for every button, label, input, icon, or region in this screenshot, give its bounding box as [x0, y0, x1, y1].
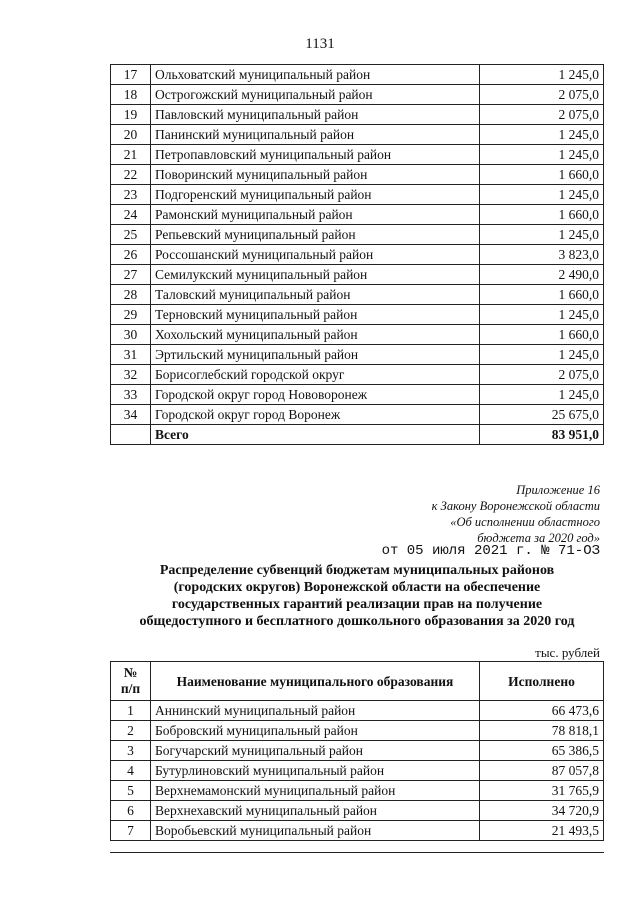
- appendix-law-title-2: бюджета за 2020 год»: [477, 531, 600, 545]
- units-label: тыс. рублей: [535, 645, 600, 660]
- row-number: 19: [111, 105, 151, 125]
- total-row: [111, 425, 604, 445]
- table-row: [111, 385, 604, 405]
- row-number: 4: [111, 761, 151, 781]
- table-row: [111, 205, 604, 225]
- row-number: 26: [111, 245, 151, 265]
- table-row: [111, 345, 604, 365]
- municipality-name: Терновский муниципальный район: [151, 305, 480, 325]
- row-number: 18: [111, 85, 151, 105]
- row-value: 1 245,0: [480, 65, 604, 85]
- table-row: [111, 781, 604, 801]
- header-number-line2: п/п: [120, 681, 141, 696]
- table-row: [111, 405, 604, 425]
- bottom-divider: [110, 852, 604, 853]
- row-number: 30: [111, 325, 151, 345]
- municipality-name: Верхнемамонский муниципальный район: [151, 781, 480, 801]
- row-number: 6: [111, 801, 151, 821]
- row-number: 27: [111, 265, 151, 285]
- header-value: Исполнено: [480, 662, 604, 701]
- table-row: [111, 105, 604, 125]
- row-value: 31 765,9: [480, 781, 604, 801]
- row-value: 1 245,0: [480, 185, 604, 205]
- row-number: 1: [111, 701, 151, 721]
- row-number: 20: [111, 125, 151, 145]
- table-row: [111, 821, 604, 841]
- municipality-name: Острогожский муниципальный район: [151, 85, 480, 105]
- table2-body: [111, 701, 604, 841]
- row-value: 1 245,0: [480, 125, 604, 145]
- municipality-name: Эртильский муниципальный район: [151, 345, 480, 365]
- row-value: 1 245,0: [480, 145, 604, 165]
- row-number: 17: [111, 65, 151, 85]
- row-value: 25 675,0: [480, 405, 604, 425]
- municipality-name: Городской округ город Нововоронеж: [151, 385, 480, 405]
- row-number: 21: [111, 145, 151, 165]
- row-value: 3 823,0: [480, 245, 604, 265]
- row-value: 1 660,0: [480, 165, 604, 185]
- municipality-name: Бутурлиновский муниципальный район: [151, 761, 480, 781]
- table-row: [111, 165, 604, 185]
- municipality-name: Аннинский муниципальный район: [151, 701, 480, 721]
- row-value: 66 473,6: [480, 701, 604, 721]
- municipality-name: Таловский муниципальный район: [151, 285, 480, 305]
- municipality-name: Воробьевский муниципальный район: [151, 821, 480, 841]
- row-value: 1 245,0: [480, 345, 604, 365]
- table-row: [111, 225, 604, 245]
- table-row: [111, 145, 604, 165]
- row-number: 5: [111, 781, 151, 801]
- municipality-name: Панинский муниципальный район: [151, 125, 480, 145]
- row-number: 28: [111, 285, 151, 305]
- table-row: [111, 365, 604, 385]
- law-date-number: от 05 июля 2021 г. № 71-ОЗ: [381, 543, 600, 559]
- appendix-number: Приложение 16: [516, 483, 600, 497]
- municipality-name: Ольховатский муниципальный район: [151, 65, 480, 85]
- table-row: [111, 85, 604, 105]
- table-row: [111, 721, 604, 741]
- title-line: общедоступного и бесплатного дошкольного образования за 2020 год: [139, 614, 575, 629]
- row-value: 34 720,9: [480, 801, 604, 821]
- title-line: (городских округов) Воронежской области на обеспечение: [173, 580, 541, 595]
- municipality-name: Павловский муниципальный район: [151, 105, 480, 125]
- subventions-table-continued: [110, 64, 604, 445]
- row-value: 1 245,0: [480, 305, 604, 325]
- appendix-law: к Закону Воронежской области: [431, 499, 600, 513]
- row-value: 2 075,0: [480, 85, 604, 105]
- row-value: 1 660,0: [480, 325, 604, 345]
- table-header-row: [111, 662, 604, 701]
- table-row: [111, 185, 604, 205]
- municipality-name: Рамонский муниципальный район: [151, 205, 480, 225]
- appendix-law-title-1: «Об исполнении областного: [450, 515, 600, 529]
- table-row: [111, 741, 604, 761]
- row-value: 1 660,0: [480, 285, 604, 305]
- row-value: 78 818,1: [480, 721, 604, 741]
- row-number: 7: [111, 821, 151, 841]
- row-number: 32: [111, 365, 151, 385]
- row-number: 22: [111, 165, 151, 185]
- row-number: 25: [111, 225, 151, 245]
- row-number: 23: [111, 185, 151, 205]
- table-row: [111, 325, 604, 345]
- preschool-subventions-table: [110, 661, 604, 841]
- header-name: Наименование муниципального образования: [151, 662, 480, 701]
- row-value: 2 075,0: [480, 105, 604, 125]
- municipality-name: Бобровский муниципальный район: [151, 721, 480, 741]
- total-number-cell: [111, 425, 151, 445]
- municipality-name: Петропавловский муниципальный район: [151, 145, 480, 165]
- table-row: [111, 125, 604, 145]
- table1-body: [111, 65, 604, 445]
- table-row: [111, 305, 604, 325]
- row-number: 3: [111, 741, 151, 761]
- municipality-name: Семилукский муниципальный район: [151, 265, 480, 285]
- total-value: 83 951,0: [480, 425, 604, 445]
- page-number: 1131: [305, 36, 335, 52]
- table-row: [111, 801, 604, 821]
- row-number: 24: [111, 205, 151, 225]
- municipality-name: Богучарский муниципальный район: [151, 741, 480, 761]
- municipality-name: Репьевский муниципальный район: [151, 225, 480, 245]
- total-label: Всего: [151, 425, 480, 445]
- municipality-name: Хохольский муниципальный район: [151, 325, 480, 345]
- row-number: 33: [111, 385, 151, 405]
- document-title: [110, 562, 604, 630]
- row-number: 29: [111, 305, 151, 325]
- municipality-name: Россошанский муниципальный район: [151, 245, 480, 265]
- title-line: Распределение субвенций бюджетам муниципальных районов: [159, 563, 555, 578]
- table-row: [111, 761, 604, 781]
- row-value: 21 493,5: [480, 821, 604, 841]
- row-value: 65 386,5: [480, 741, 604, 761]
- table-row: [111, 265, 604, 285]
- row-value: 1 245,0: [480, 385, 604, 405]
- header-number-line1: №: [123, 665, 138, 680]
- table-row: [111, 65, 604, 85]
- appendix-reference: [340, 482, 600, 546]
- table-row: [111, 285, 604, 305]
- municipality-name: Подгоренский муниципальный район: [151, 185, 480, 205]
- row-value: 2 075,0: [480, 365, 604, 385]
- municipality-name: Городской округ город Воронеж: [151, 405, 480, 425]
- row-value: 87 057,8: [480, 761, 604, 781]
- row-value: 1 660,0: [480, 205, 604, 225]
- title-line: государственных гарантий реализации прав на получение: [171, 597, 543, 612]
- row-value: 1 245,0: [480, 225, 604, 245]
- row-number: 34: [111, 405, 151, 425]
- header-number: [111, 662, 151, 701]
- row-number: 2: [111, 721, 151, 741]
- row-number: 31: [111, 345, 151, 365]
- table-row: [111, 701, 604, 721]
- row-value: 2 490,0: [480, 265, 604, 285]
- municipality-name: Поворинский муниципальный район: [151, 165, 480, 185]
- municipality-name: Борисоглебский городской округ: [151, 365, 480, 385]
- table-row: [111, 245, 604, 265]
- municipality-name: Верхнехавский муниципальный район: [151, 801, 480, 821]
